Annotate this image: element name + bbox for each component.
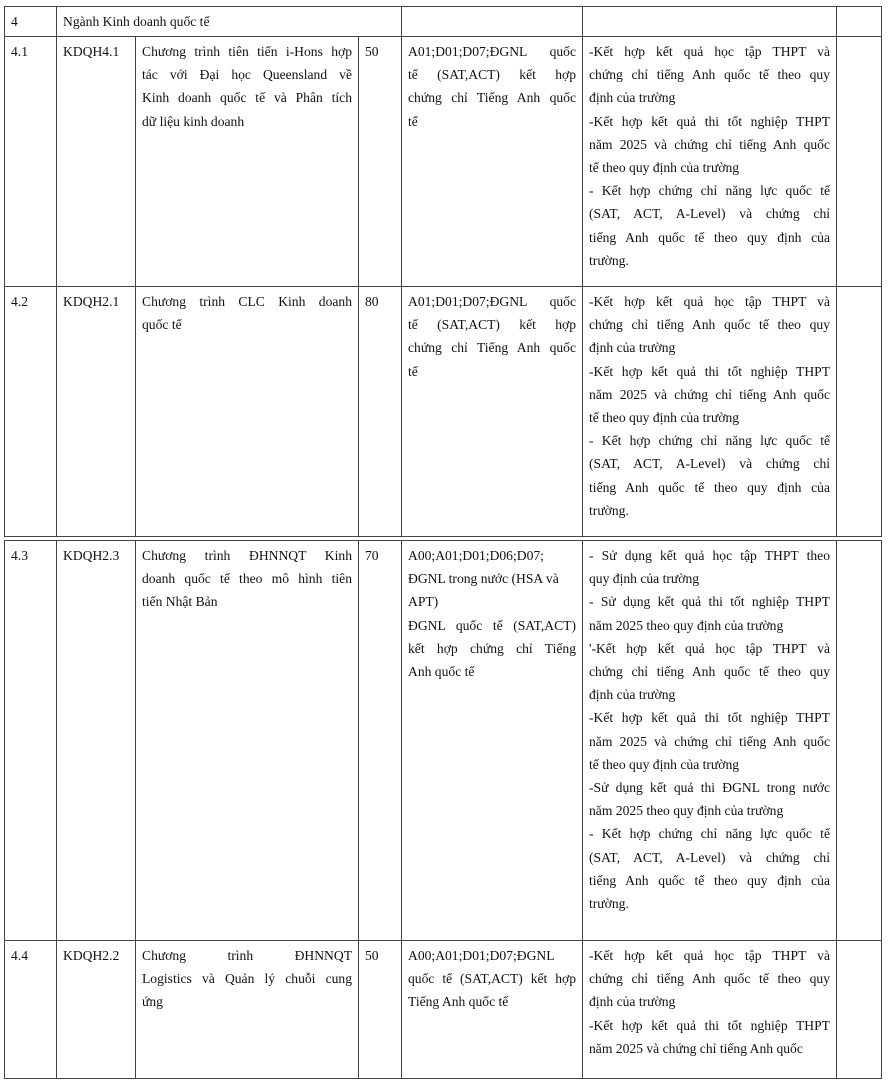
text-line: Chương trình ĐHNNQT bbox=[142, 948, 352, 963]
program-name bbox=[136, 287, 359, 537]
text-line: chứng chỉ tiếng Anh quốc tế theo quy bbox=[589, 664, 830, 680]
text-line: -Sử dụng kết quả thi ĐGNL trong nước bbox=[589, 780, 830, 796]
text-line: A01;D01;D07;ĐGNL quốc bbox=[408, 44, 577, 59]
text-line: tế bbox=[408, 363, 418, 379]
row-number: 4.1 bbox=[5, 37, 57, 287]
program-code: KDQH4.1 bbox=[57, 37, 136, 287]
table-row bbox=[5, 37, 882, 287]
program-code: KDQH2.1 bbox=[57, 287, 136, 537]
text-line: quốc tế bbox=[142, 317, 182, 333]
text-line: tiến Nhật Bản bbox=[142, 594, 218, 610]
admission-table-page-1 bbox=[4, 6, 882, 537]
text-line: Logistics và Quản lý chuỗi cung bbox=[142, 971, 352, 987]
text-line: trường. bbox=[589, 252, 629, 268]
text-line: tiếng Anh quốc tế theo quy định của bbox=[589, 872, 830, 888]
row-number: 4.4 bbox=[5, 941, 57, 1079]
text-line: Chương trình tiên tiến i-Hons hợp bbox=[142, 44, 352, 59]
text-line: APT) bbox=[408, 594, 439, 610]
admission-methods bbox=[583, 287, 837, 537]
admission-methods bbox=[583, 37, 837, 287]
text-line: A00;A01;D01;D06;D07; bbox=[408, 548, 544, 563]
text-line: -Kết hợp kết quả học tập THPT và bbox=[589, 948, 830, 963]
text-line: doanh quốc tế theo mô hình tiên bbox=[142, 571, 352, 587]
admission-methods bbox=[583, 541, 837, 941]
text-line: - Kết hợp chứng chỉ năng lực quốc tế bbox=[589, 433, 831, 449]
text-line: năm 2025 theo quy định của trường bbox=[589, 803, 784, 819]
quota: 70 bbox=[359, 541, 402, 941]
empty-cell bbox=[837, 941, 882, 1079]
text-line: chứng chỉ tiếng Anh quốc tế theo quy bbox=[589, 317, 831, 333]
text-line: tế theo quy định của trường bbox=[589, 756, 740, 772]
program-name bbox=[136, 541, 359, 941]
text-line: A01;D01;D07;ĐGNL quốc bbox=[408, 294, 577, 309]
text-line: (SAT, ACT, A-Level) và chứng chỉ bbox=[589, 206, 831, 222]
subject-combinations bbox=[402, 287, 583, 537]
table-row bbox=[5, 941, 882, 1079]
text-line: quy định của trường bbox=[589, 571, 700, 587]
text-line: -Kết hợp kết quả học tập THPT và bbox=[589, 294, 831, 309]
subject-combinations bbox=[402, 37, 583, 287]
table-row bbox=[5, 541, 882, 941]
text-line: tế bbox=[408, 113, 418, 129]
quota: 80 bbox=[359, 287, 402, 537]
empty-cell bbox=[837, 287, 882, 537]
program-name bbox=[136, 37, 359, 287]
text-line: ĐGNL trong nước (HSA và bbox=[408, 571, 559, 587]
text-line: trường. bbox=[589, 896, 629, 912]
text-line: Tiếng Anh quốc tế bbox=[408, 994, 509, 1010]
text-line: định của trường bbox=[589, 90, 676, 106]
program-code: KDQH2.3 bbox=[57, 541, 136, 941]
section-header-row bbox=[5, 7, 882, 37]
program-name bbox=[136, 941, 359, 1079]
section-number: 4 bbox=[5, 7, 57, 37]
text-line: Chương trình ĐHNNQT Kinh bbox=[142, 548, 352, 563]
text-line: năm 2025 và chứng chỉ tiếng Anh quốc bbox=[589, 136, 831, 152]
text-line: ĐGNL quốc tế (SAT,ACT) bbox=[408, 617, 576, 633]
text-line: kết hợp chứng chỉ Tiếng bbox=[408, 640, 576, 656]
text-line: A00;A01;D01;D07;ĐGNL bbox=[408, 948, 555, 963]
table-row bbox=[5, 287, 882, 537]
text-line: tế theo quy định của trường bbox=[589, 160, 740, 176]
text-line: -Kết hợp kết quả học tập THPT và bbox=[589, 44, 831, 59]
text-line: - Sử dụng kết quả học tập THPT theo bbox=[589, 548, 830, 563]
text-line: năm 2025 và chứng chỉ tiếng Anh quốc bbox=[589, 1040, 803, 1056]
text-line: tế (SAT,ACT) kết hợp bbox=[408, 67, 577, 83]
text-line: -Kết hợp kết quả thi tốt nghiệp THPT bbox=[589, 113, 831, 129]
text-line: định của trường bbox=[589, 340, 676, 356]
text-line: tiếng Anh quốc tế theo quy định của bbox=[589, 229, 831, 245]
text-line: tế theo quy định của trường bbox=[589, 410, 740, 426]
row-number: 4.3 bbox=[5, 541, 57, 941]
text-line: chứng chỉ tiếng Anh quốc tế theo quy bbox=[589, 971, 830, 987]
text-line: Anh quốc tế bbox=[408, 664, 475, 680]
subject-combinations bbox=[402, 941, 583, 1079]
text-line: năm 2025 theo quy định của trường bbox=[589, 617, 784, 633]
row-number: 4.2 bbox=[5, 287, 57, 537]
text-line: quốc tế (SAT,ACT) kết hợp bbox=[408, 971, 576, 987]
text-line: năm 2025 và chứng chỉ tiếng Anh quốc bbox=[589, 386, 831, 402]
text-line: -Kết hợp kết quả thi tốt nghiệp THPT bbox=[589, 1017, 830, 1033]
text-line: chứng chỉ Tiếng Anh quốc bbox=[408, 340, 577, 356]
empty-cell bbox=[837, 37, 882, 287]
text-line: (SAT, ACT, A-Level) và chứng chỉ bbox=[589, 849, 830, 865]
section-title: Ngành Kinh doanh quốc tế bbox=[57, 7, 402, 37]
text-line: Chương trình CLC Kinh doanh bbox=[142, 294, 352, 309]
text-line: tác với Đại học Queensland về bbox=[142, 67, 352, 83]
text-line: - Kết hợp chứng chỉ năng lực quốc tế bbox=[589, 826, 830, 842]
text-line: trường. bbox=[589, 502, 629, 518]
program-code: KDQH2.2 bbox=[57, 941, 136, 1079]
text-line: ứng bbox=[142, 994, 163, 1010]
empty-cell bbox=[837, 7, 882, 37]
text-line: chứng chỉ Tiếng Anh quốc bbox=[408, 90, 577, 106]
text-line: định của trường bbox=[589, 687, 676, 703]
quota: 50 bbox=[359, 941, 402, 1079]
text-line: '-Kết hợp kết quả học tập THPT và bbox=[589, 640, 830, 656]
text-line: chứng chỉ tiếng Anh quốc tế theo quy bbox=[589, 67, 831, 83]
text-line: định của trường bbox=[589, 994, 676, 1010]
text-line: tế (SAT,ACT) kết hợp bbox=[408, 317, 577, 333]
admission-table-page-2 bbox=[4, 540, 882, 1079]
empty-cell bbox=[583, 7, 837, 37]
text-line: dữ liệu kinh doanh bbox=[142, 113, 245, 129]
quota: 50 bbox=[359, 37, 402, 287]
text-line: -Kết hợp kết quả thi tốt nghiệp THPT bbox=[589, 363, 831, 379]
text-line: (SAT, ACT, A-Level) và chứng chỉ bbox=[589, 456, 831, 472]
text-line: - Sử dụng kết quả thi tốt nghiệp THPT bbox=[589, 594, 830, 610]
empty-cell bbox=[837, 541, 882, 941]
text-line: năm 2025 và chứng chỉ tiếng Anh quốc bbox=[589, 733, 830, 749]
text-line: Kinh doanh quốc tế và Phân tích bbox=[142, 90, 352, 106]
empty-cell bbox=[402, 7, 583, 37]
subject-combinations bbox=[402, 541, 583, 941]
admission-methods bbox=[583, 941, 837, 1079]
text-line: -Kết hợp kết quả thi tốt nghiệp THPT bbox=[589, 710, 830, 726]
text-line: - Kết hợp chứng chỉ năng lực quốc tế bbox=[589, 183, 831, 199]
text-line: tiếng Anh quốc tế theo quy định của bbox=[589, 479, 831, 495]
